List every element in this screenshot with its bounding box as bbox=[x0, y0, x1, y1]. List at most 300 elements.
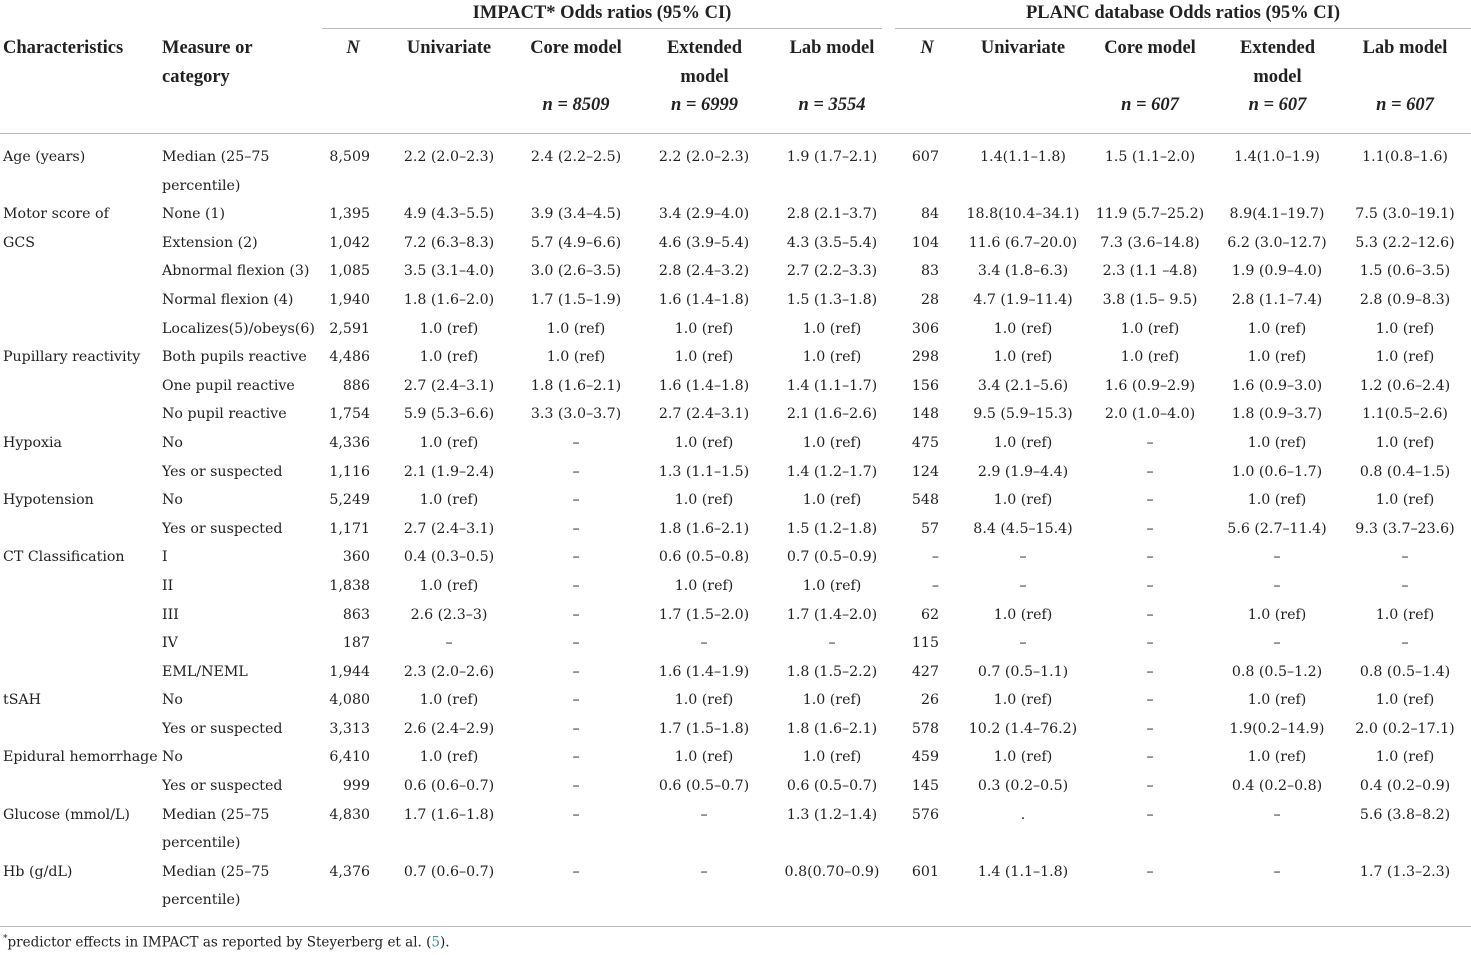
impact-n-cell: 1,395 bbox=[329, 206, 370, 223]
measure-cell: Normal flexion (4) bbox=[162, 291, 294, 308]
impact-core-cell: 3.3 (3.0–3.7) bbox=[530, 406, 622, 423]
impact-extended-cell: 1.6 (1.4–1.9) bbox=[658, 663, 750, 680]
planc-core-cell: 7.3 (3.6–14.8) bbox=[1100, 234, 1200, 251]
planc-core-cell: – bbox=[1146, 749, 1154, 766]
planc-core-cell: 1.6 (0.9–2.9) bbox=[1104, 377, 1196, 394]
impact-n-cell: 360 bbox=[342, 549, 370, 566]
impact-univariate-cell: 1.0 (ref) bbox=[419, 492, 479, 509]
planc-univariate-cell: 18.8(10.4–34.1) bbox=[966, 206, 1080, 223]
planc-n-cell: 298 bbox=[911, 349, 939, 366]
impact-n-cell: 1,085 bbox=[329, 263, 370, 280]
measure-cell: Abnormal flexion (3) bbox=[162, 263, 310, 280]
impact-extended-cell: 1.0 (ref) bbox=[674, 349, 734, 366]
planc-univariate-cell: 1.0 (ref) bbox=[993, 434, 1053, 451]
impact-univariate-cell: 3.5 (3.1–4.0) bbox=[403, 263, 495, 280]
n-header-planc-lab: n = 607 bbox=[1376, 95, 1434, 115]
characteristic-cell: Pupillary reactivity bbox=[3, 349, 141, 366]
impact-extended-cell: 1.8 (1.6–2.1) bbox=[658, 520, 750, 537]
impact-core-cell: – bbox=[572, 434, 580, 451]
planc-core-cell: – bbox=[1146, 577, 1154, 594]
planc-n-cell: 427 bbox=[911, 663, 939, 680]
impact-univariate-cell: 0.7 (0.6–0.7) bbox=[403, 863, 495, 880]
impact-lab-cell: 1.0 (ref) bbox=[802, 492, 862, 509]
impact-univariate-cell: 1.8 (1.6–2.0) bbox=[403, 291, 495, 308]
impact-n-cell: 886 bbox=[342, 377, 370, 394]
impact-lab-cell: 1.4 (1.2–1.7) bbox=[786, 463, 878, 480]
planc-n-cell: 84 bbox=[920, 206, 939, 223]
col-header-impact-univariate: Univariate bbox=[406, 38, 492, 58]
impact-univariate-cell: 4.9 (4.3–5.5) bbox=[403, 206, 495, 223]
planc-extended-cell: 1.8 (0.9–3.7) bbox=[1231, 406, 1323, 423]
impact-lab-cell: 1.0 (ref) bbox=[802, 320, 862, 337]
planc-extended-cell: 5.6 (2.7–11.4) bbox=[1227, 520, 1327, 537]
planc-extended-cell: 8.9(4.1–19.7) bbox=[1229, 206, 1325, 223]
impact-core-cell: – bbox=[572, 663, 580, 680]
planc-univariate-cell: 0.7 (0.5–1.1) bbox=[977, 663, 1069, 680]
planc-extended-cell: 6.2 (3.0–12.7) bbox=[1227, 234, 1327, 251]
measure-cell: III bbox=[162, 606, 179, 623]
impact-n-cell: 1,116 bbox=[329, 463, 370, 480]
impact-n-cell: 3,313 bbox=[329, 720, 370, 737]
characteristic-cell: Hypoxia bbox=[3, 434, 63, 451]
impact-lab-cell: 1.5 (1.3–1.8) bbox=[786, 291, 878, 308]
impact-lab-cell: 4.3 (3.5–5.4) bbox=[786, 234, 878, 251]
measure-cell: No bbox=[162, 692, 183, 709]
footnote-reference-link[interactable]: 5 bbox=[431, 934, 440, 951]
measure-cell: One pupil reactive bbox=[162, 377, 295, 394]
col-header-measure: Measure or category bbox=[162, 38, 253, 87]
planc-lab-cell: 1.2 (0.6–2.4) bbox=[1359, 377, 1451, 394]
col-header-planc-core: Core model bbox=[1104, 38, 1196, 58]
planc-univariate-cell: 1.0 (ref) bbox=[993, 692, 1053, 709]
col-header-planc-univariate: Univariate bbox=[980, 38, 1066, 58]
measure-cell: No pupil reactive bbox=[162, 406, 287, 423]
impact-extended-cell: 1.0 (ref) bbox=[674, 749, 734, 766]
planc-lab-cell: 1.1(0.5–2.6) bbox=[1362, 406, 1448, 423]
impact-extended-cell: 1.6 (1.4–1.8) bbox=[658, 291, 750, 308]
col-header-impact-n: N bbox=[346, 38, 360, 58]
planc-core-cell: 2.0 (1.0–4.0) bbox=[1104, 406, 1196, 423]
table-row bbox=[0, 772, 1471, 801]
impact-lab-cell: 1.0 (ref) bbox=[802, 577, 862, 594]
impact-extended-cell: 1.0 (ref) bbox=[674, 434, 734, 451]
planc-lab-cell: 7.5 (3.0–19.1) bbox=[1355, 206, 1455, 223]
impact-n-cell: 4,486 bbox=[329, 349, 370, 366]
planc-univariate-cell: 3.4 (2.1–5.6) bbox=[977, 377, 1069, 394]
planc-univariate-cell: – bbox=[1019, 635, 1027, 652]
impact-n-cell: 1,944 bbox=[329, 663, 370, 680]
planc-univariate-cell: 1.4(1.1–1.8) bbox=[980, 149, 1066, 165]
impact-extended-cell: 1.0 (ref) bbox=[674, 492, 734, 509]
col-header-impact-lab: Lab model bbox=[789, 38, 875, 58]
planc-lab-cell: – bbox=[1401, 549, 1409, 566]
planc-extended-cell: 1.0 (ref) bbox=[1247, 349, 1307, 366]
planc-core-cell: – bbox=[1146, 663, 1154, 680]
impact-n-cell: 4,376 bbox=[329, 863, 370, 880]
characteristic-cell: tSAH bbox=[3, 692, 42, 709]
n-header-impact-lab: n = 3554 bbox=[798, 95, 866, 115]
impact-extended-cell: 1.0 (ref) bbox=[674, 577, 734, 594]
impact-core-cell: – bbox=[572, 778, 580, 795]
table-row bbox=[0, 801, 1471, 858]
planc-lab-cell: 1.0 (ref) bbox=[1375, 320, 1435, 337]
planc-lab-cell: 1.0 (ref) bbox=[1375, 434, 1435, 451]
planc-core-cell: – bbox=[1146, 778, 1154, 795]
planc-univariate-cell: 1.0 (ref) bbox=[993, 320, 1053, 337]
impact-univariate-cell: 2.6 (2.3–3) bbox=[410, 606, 488, 623]
impact-core-cell: 1.8 (1.6–2.1) bbox=[530, 377, 622, 394]
table-row bbox=[0, 458, 1471, 487]
impact-extended-cell: 1.0 (ref) bbox=[674, 692, 734, 709]
measure-cell: None (1) bbox=[162, 206, 226, 223]
planc-lab-cell: 0.8 (0.5–1.4) bbox=[1359, 663, 1451, 680]
impact-extended-cell: 1.7 (1.5–2.0) bbox=[658, 606, 750, 623]
impact-univariate-cell: 1.0 (ref) bbox=[419, 749, 479, 766]
impact-extended-cell: 0.6 (0.5–0.7) bbox=[658, 778, 750, 795]
impact-extended-cell: 0.6 (0.5–0.8) bbox=[658, 549, 750, 566]
planc-extended-cell: 1.0 (ref) bbox=[1247, 434, 1307, 451]
impact-extended-cell: – bbox=[700, 806, 708, 823]
planc-univariate-cell: 0.3 (0.2–0.5) bbox=[977, 778, 1069, 795]
impact-lab-cell: 0.8(0.70–0.9) bbox=[784, 863, 880, 880]
impact-univariate-cell: 2.1 (1.9–2.4) bbox=[403, 463, 495, 480]
planc-core-cell: 2.3 (1.1 –4.8) bbox=[1102, 263, 1198, 280]
planc-univariate-cell: 8.4 (4.5–15.4) bbox=[973, 520, 1073, 537]
measure-cell: No bbox=[162, 492, 183, 509]
measure-cell: I bbox=[162, 549, 168, 566]
impact-lab-cell: 1.0 (ref) bbox=[802, 749, 862, 766]
planc-lab-cell: 2.8 (0.9–8.3) bbox=[1359, 291, 1451, 308]
planc-extended-cell: 1.9 (0.9–4.0) bbox=[1231, 263, 1323, 280]
table-row bbox=[0, 286, 1471, 315]
impact-univariate-cell: 0.6 (0.6–0.7) bbox=[403, 778, 495, 795]
planc-core-cell: 3.8 (1.5– 9.5) bbox=[1102, 291, 1198, 308]
planc-n-cell: 26 bbox=[920, 692, 939, 709]
impact-core-cell: – bbox=[572, 606, 580, 623]
planc-univariate-cell: . bbox=[1020, 806, 1026, 823]
impact-n-cell: 8,509 bbox=[329, 149, 370, 165]
planc-n-cell: 104 bbox=[911, 234, 939, 251]
impact-group-header: IMPACT* Odds ratios (95% CI) bbox=[472, 3, 732, 23]
impact-lab-cell: 0.7 (0.5–0.9) bbox=[786, 549, 878, 566]
impact-group-underline bbox=[322, 28, 882, 29]
impact-extended-cell: 2.7 (2.4–3.1) bbox=[658, 406, 750, 423]
planc-univariate-cell: 2.9 (1.9–4.4) bbox=[977, 463, 1069, 480]
impact-lab-cell: 1.3 (1.2–1.4) bbox=[786, 806, 878, 823]
impact-lab-cell: 0.6 (0.5–0.7) bbox=[786, 778, 878, 795]
impact-core-cell: – bbox=[572, 692, 580, 709]
impact-univariate-cell: 1.0 (ref) bbox=[419, 434, 479, 451]
table-row bbox=[0, 343, 1471, 372]
impact-n-cell: 1,171 bbox=[329, 520, 370, 537]
impact-core-cell: 3.0 (2.6–3.5) bbox=[530, 263, 622, 280]
measure-cell: Median (25–75 percentile) bbox=[162, 863, 270, 909]
measure-cell: No bbox=[162, 434, 183, 451]
impact-lab-cell: 1.5 (1.2–1.8) bbox=[786, 520, 878, 537]
planc-lab-cell: 1.0 (ref) bbox=[1375, 606, 1435, 623]
impact-univariate-cell: 0.4 (0.3–0.5) bbox=[403, 549, 495, 566]
footnote-text: predictor effects in IMPACT as reported by Steyerberg et al. ( bbox=[7, 934, 432, 951]
impact-core-cell: – bbox=[572, 635, 580, 652]
measure-cell: Yes or suspected bbox=[162, 463, 283, 480]
impact-core-cell: – bbox=[572, 520, 580, 537]
characteristic-cell: CT Classification bbox=[3, 549, 125, 566]
planc-lab-cell: – bbox=[1401, 635, 1409, 652]
planc-lab-cell: 9.3 (3.7–23.6) bbox=[1355, 520, 1455, 537]
table-row bbox=[0, 229, 1471, 258]
table-row bbox=[0, 743, 1471, 772]
planc-n-cell: 115 bbox=[911, 635, 939, 652]
planc-n-cell: 475 bbox=[911, 434, 939, 451]
impact-lab-cell: 1.0 (ref) bbox=[802, 692, 862, 709]
planc-core-cell: – bbox=[1146, 549, 1154, 566]
impact-core-cell: 3.9 (3.4–4.5) bbox=[530, 206, 622, 223]
planc-extended-cell: 0.4 (0.2–0.8) bbox=[1231, 778, 1323, 795]
planc-core-cell: – bbox=[1146, 463, 1154, 480]
characteristic-cell: Hb (g/dL) bbox=[3, 863, 73, 880]
planc-lab-cell: 1.7 (1.3–2.3) bbox=[1359, 863, 1451, 880]
planc-core-cell: – bbox=[1146, 692, 1154, 709]
planc-n-cell: 578 bbox=[911, 720, 939, 737]
impact-extended-cell: 2.8 (2.4–3.2) bbox=[658, 263, 750, 280]
planc-group-header: PLANC database Odds ratios (95% CI) bbox=[1025, 3, 1340, 23]
n-header-impact-core: n = 8509 bbox=[542, 95, 610, 115]
planc-extended-cell: 1.0 (ref) bbox=[1247, 606, 1307, 623]
col-header-planc-lab: Lab model bbox=[1362, 38, 1448, 58]
impact-extended-cell: 2.2 (2.0–2.3) bbox=[658, 149, 750, 165]
planc-lab-cell: 5.6 (3.8–8.2) bbox=[1359, 806, 1451, 823]
planc-univariate-cell: – bbox=[1019, 577, 1027, 594]
measure-cell: EML/NEML bbox=[162, 663, 248, 680]
planc-extended-cell: – bbox=[1273, 577, 1281, 594]
impact-extended-cell: 1.6 (1.4–1.8) bbox=[658, 377, 750, 394]
impact-lab-cell: 1.8 (1.6–2.1) bbox=[786, 720, 878, 737]
planc-extended-cell: 0.8 (0.5–1.2) bbox=[1231, 663, 1323, 680]
footnote-mark: * bbox=[3, 934, 8, 944]
planc-n-cell: 459 bbox=[911, 749, 939, 766]
planc-univariate-cell: 1.0 (ref) bbox=[993, 349, 1053, 366]
col-header-planc-n: N bbox=[920, 38, 934, 58]
impact-lab-cell: – bbox=[828, 635, 836, 652]
planc-n-cell: 124 bbox=[911, 463, 939, 480]
impact-extended-cell: 1.7 (1.5–1.8) bbox=[658, 720, 750, 737]
planc-n-cell: 62 bbox=[920, 606, 939, 623]
table-row bbox=[0, 515, 1471, 544]
impact-core-cell: – bbox=[572, 806, 580, 823]
impact-lab-cell: 1.4 (1.1–1.7) bbox=[786, 377, 878, 394]
planc-n-cell: 306 bbox=[911, 320, 939, 337]
characteristic-cell: GCS bbox=[3, 234, 35, 251]
impact-lab-cell: 1.0 (ref) bbox=[802, 349, 862, 366]
impact-lab-cell: 1.9 (1.7–2.1) bbox=[786, 149, 878, 165]
measure-cell: Median (25–75 percentile) bbox=[162, 149, 270, 194]
planc-core-cell: – bbox=[1146, 520, 1154, 537]
impact-n-cell: 2,591 bbox=[329, 320, 370, 337]
planc-n-cell: 601 bbox=[911, 863, 939, 880]
impact-univariate-cell: 1.0 (ref) bbox=[419, 349, 479, 366]
planc-lab-cell: 5.3 (2.2–12.6) bbox=[1355, 234, 1455, 251]
characteristic-cell: Hypotension bbox=[3, 492, 94, 509]
impact-core-cell: 1.0 (ref) bbox=[546, 349, 606, 366]
impact-core-cell: 2.4 (2.2–2.5) bbox=[530, 149, 622, 165]
measure-cell: Yes or suspected bbox=[162, 520, 283, 537]
planc-n-cell: 156 bbox=[911, 377, 939, 394]
planc-lab-cell: 2.0 (0.2–17.1) bbox=[1355, 720, 1455, 737]
impact-univariate-cell: 7.2 (6.3–8.3) bbox=[403, 234, 495, 251]
impact-univariate-cell: 2.2 (2.0–2.3) bbox=[403, 149, 495, 165]
table-bottom-rule bbox=[0, 926, 1471, 927]
planc-extended-cell: – bbox=[1273, 635, 1281, 652]
planc-n-cell: 57 bbox=[920, 520, 939, 537]
planc-extended-cell: 1.9(0.2–14.9) bbox=[1229, 720, 1325, 737]
planc-univariate-cell: 9.5 (5.9–15.3) bbox=[973, 406, 1073, 423]
planc-extended-cell: 1.0 (ref) bbox=[1247, 492, 1307, 509]
impact-core-cell: – bbox=[572, 549, 580, 566]
table-row bbox=[0, 200, 1471, 229]
impact-core-cell: 5.7 (4.9–6.6) bbox=[530, 234, 622, 251]
table-row bbox=[0, 429, 1471, 458]
table-row bbox=[0, 858, 1471, 915]
planc-lab-cell: 1.0 (ref) bbox=[1375, 349, 1435, 366]
measure-cell: Both pupils reactive bbox=[162, 349, 307, 366]
impact-extended-cell: 1.3 (1.1–1.5) bbox=[658, 463, 750, 480]
planc-extended-cell: – bbox=[1273, 806, 1281, 823]
impact-univariate-cell: 1.0 (ref) bbox=[419, 692, 479, 709]
impact-n-cell: 5,249 bbox=[329, 492, 370, 509]
impact-univariate-cell: 2.7 (2.4–3.1) bbox=[403, 377, 495, 394]
measure-cell: No bbox=[162, 749, 183, 766]
table-row bbox=[0, 658, 1471, 687]
measure-cell: Median (25–75 percentile) bbox=[162, 806, 270, 852]
planc-univariate-cell: 4.7 (1.9–11.4) bbox=[973, 291, 1073, 308]
impact-n-cell: 4,336 bbox=[329, 434, 370, 451]
planc-lab-cell: 1.0 (ref) bbox=[1375, 749, 1435, 766]
planc-core-cell: – bbox=[1146, 492, 1154, 509]
characteristic-cell: Age (years) bbox=[3, 149, 86, 165]
planc-core-cell: – bbox=[1146, 635, 1154, 652]
planc-n-cell: 607 bbox=[911, 149, 939, 165]
impact-extended-cell: – bbox=[700, 863, 708, 880]
impact-n-cell: 6,410 bbox=[329, 749, 370, 766]
col-header-impact-extended: Extended model bbox=[666, 38, 743, 87]
planc-lab-cell: 1.5 (0.6–3.5) bbox=[1359, 263, 1451, 280]
planc-core-cell: 1.5 (1.1–2.0) bbox=[1104, 149, 1196, 165]
table-row bbox=[0, 601, 1471, 630]
impact-n-cell: 1,754 bbox=[329, 406, 370, 423]
table-row bbox=[0, 143, 1471, 200]
impact-univariate-cell: 1.0 (ref) bbox=[419, 577, 479, 594]
planc-univariate-cell: 1.0 (ref) bbox=[993, 606, 1053, 623]
characteristic-cell: Epidural hemorrhage bbox=[3, 749, 158, 766]
planc-univariate-cell: 11.6 (6.7–20.0) bbox=[968, 234, 1078, 251]
planc-univariate-cell: 1.0 (ref) bbox=[993, 492, 1053, 509]
planc-extended-cell: 1.0 (0.6–1.7) bbox=[1231, 463, 1323, 480]
impact-n-cell: 4,830 bbox=[329, 806, 370, 823]
impact-core-cell: 1.0 (ref) bbox=[546, 320, 606, 337]
impact-extended-cell: 4.6 (3.9–5.4) bbox=[658, 234, 750, 251]
impact-n-cell: 1,042 bbox=[329, 234, 370, 251]
planc-univariate-cell: 1.0 (ref) bbox=[993, 749, 1053, 766]
impact-univariate-cell: 5.9 (5.3–6.6) bbox=[403, 406, 495, 423]
impact-core-cell: – bbox=[572, 863, 580, 880]
measure-cell: Yes or suspected bbox=[162, 720, 283, 737]
measure-cell: Extension (2) bbox=[162, 234, 258, 251]
impact-n-cell: 1,838 bbox=[329, 577, 370, 594]
planc-n-cell: 548 bbox=[911, 492, 939, 509]
planc-n-cell: 83 bbox=[920, 263, 939, 280]
planc-univariate-cell: 1.4 (1.1–1.8) bbox=[977, 863, 1069, 880]
planc-univariate-cell: – bbox=[1019, 549, 1027, 566]
planc-n-cell: 148 bbox=[911, 406, 939, 423]
planc-core-cell: – bbox=[1146, 806, 1154, 823]
impact-extended-cell: 1.0 (ref) bbox=[674, 320, 734, 337]
characteristic-cell: Glucose (mmol/L) bbox=[3, 806, 130, 823]
planc-extended-cell: 2.8 (1.1–7.4) bbox=[1231, 291, 1323, 308]
impact-n-cell: 863 bbox=[342, 606, 370, 623]
table-row bbox=[0, 686, 1471, 715]
impact-core-cell: – bbox=[572, 720, 580, 737]
planc-extended-cell: 1.4(1.0–1.9) bbox=[1234, 149, 1320, 165]
measure-cell: Localizes(5)/obeys(6) bbox=[162, 320, 315, 337]
planc-n-cell: – bbox=[931, 577, 939, 594]
measure-cell: Yes or suspected bbox=[162, 778, 283, 795]
planc-lab-cell: 1.0 (ref) bbox=[1375, 492, 1435, 509]
n-header-planc-core: n = 607 bbox=[1121, 95, 1179, 115]
table-row bbox=[0, 315, 1471, 344]
table-body bbox=[0, 143, 1471, 915]
col-header-characteristics: Characteristics bbox=[3, 38, 124, 58]
impact-n-cell: 1,940 bbox=[329, 291, 370, 308]
impact-n-cell: 4,080 bbox=[329, 692, 370, 709]
planc-core-cell: 1.0 (ref) bbox=[1120, 320, 1180, 337]
impact-extended-cell: 3.4 (2.9–4.0) bbox=[658, 206, 750, 223]
planc-lab-cell: 0.4 (0.2–0.9) bbox=[1359, 778, 1451, 795]
planc-extended-cell: 1.0 (ref) bbox=[1247, 320, 1307, 337]
table-row bbox=[0, 486, 1471, 515]
table-row bbox=[0, 400, 1471, 429]
planc-lab-cell: 1.0 (ref) bbox=[1375, 692, 1435, 709]
planc-core-cell: 11.9 (5.7–25.2) bbox=[1095, 206, 1205, 223]
impact-univariate-cell: 1.7 (1.6–1.8) bbox=[403, 806, 495, 823]
planc-n-cell: 145 bbox=[911, 778, 939, 795]
footnote-tail: ). bbox=[439, 934, 450, 951]
impact-univariate-cell: 1.0 (ref) bbox=[419, 320, 479, 337]
planc-n-cell: 576 bbox=[911, 806, 939, 823]
planc-core-cell: – bbox=[1146, 434, 1154, 451]
impact-lab-cell: 2.1 (1.6–2.6) bbox=[786, 406, 878, 423]
impact-core-cell: – bbox=[572, 749, 580, 766]
col-header-planc-extended: Extended model bbox=[1239, 38, 1316, 87]
impact-univariate-cell: – bbox=[445, 635, 453, 652]
impact-univariate-cell: 2.3 (2.0–2.6) bbox=[403, 663, 495, 680]
planc-extended-cell: – bbox=[1273, 863, 1281, 880]
characteristic-cell: Motor score of bbox=[3, 206, 109, 223]
table-row bbox=[0, 372, 1471, 401]
table-row bbox=[0, 629, 1471, 658]
measure-cell: II bbox=[162, 577, 174, 594]
planc-n-cell: 28 bbox=[920, 291, 939, 308]
impact-lab-cell: 1.7 (1.4–2.0) bbox=[786, 606, 878, 623]
impact-extended-cell: – bbox=[700, 635, 708, 652]
impact-lab-cell: 2.8 (2.1–3.7) bbox=[786, 206, 878, 223]
planc-lab-cell: 1.1(0.8–1.6) bbox=[1362, 149, 1448, 165]
table-row bbox=[0, 257, 1471, 286]
planc-core-cell: 1.0 (ref) bbox=[1120, 349, 1180, 366]
impact-core-cell: – bbox=[572, 463, 580, 480]
planc-extended-cell: 1.0 (ref) bbox=[1247, 692, 1307, 709]
n-header-planc-extended: n = 607 bbox=[1248, 95, 1307, 115]
planc-core-cell: – bbox=[1146, 720, 1154, 737]
